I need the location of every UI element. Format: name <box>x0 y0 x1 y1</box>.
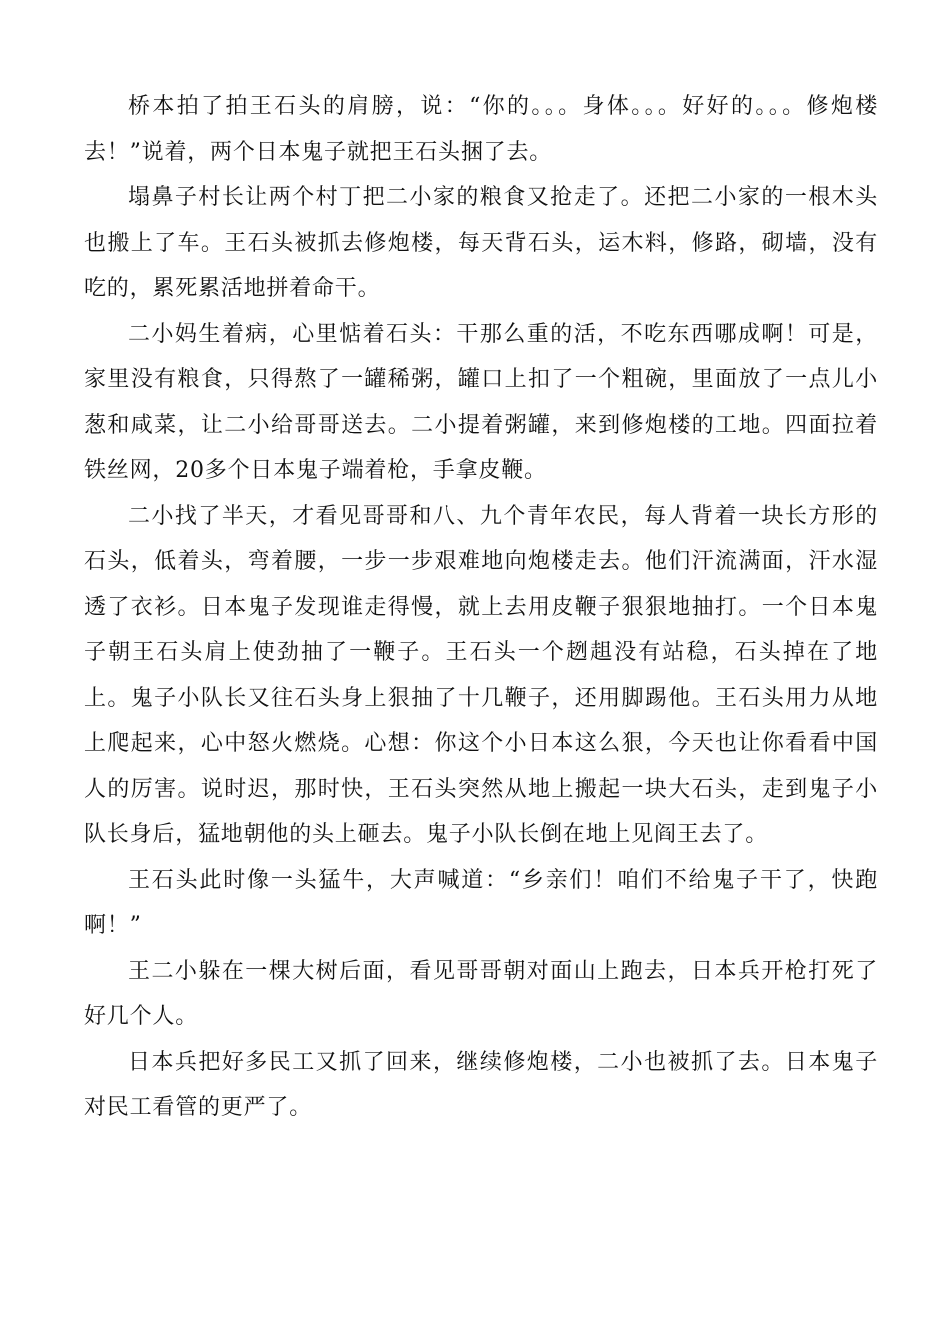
paragraph-3: 二小妈生着病，心里惦着石头：干那么重的活，不吃东西哪成啊！可是，家里没有粮食，只得熬了一罐稀粥，罐口上扣了一个粗碗，里面放了一点儿小葱和咸菜，让二小给哥哥送去。二小提着粥罐，来到修炮楼的工地。四面拉着铁丝网，20多个日本鬼子端着枪，手拿皮鞭。 <box>84 321 878 483</box>
paragraph-4: 二小找了半天，才看见哥哥和八、九个青年农民，每人背着一块长方形的石头，低着头，弯着腰，一步一步艰难地向炮楼走去。他们汗流满面，汗水湿透了衣衫。日本鬼子发现谁走得慢，就上去用皮鞭子狠狠地抽打。一个日本鬼子朝王石头肩上使劲抽了一鞭子。王石头一个趔趄没有站稳，石头掉在了地上。鬼子小队长又往石头身上狠抽了十几鞭子，还用脚踢他。王石头用力从地上爬起来，心中怒火燃烧。心想：你这个小日本这么狠，今天也让你看看中国人的厉害。说时迟，那时快，王石头突然从地上搬起一块大石头，走到鬼子小队长身后，猛地朝他的头上砸去。鬼子小队长倒在地上见阎王去了。 <box>84 503 878 847</box>
paragraph-1: 桥本拍了拍王石头的肩膀，说：“你的。。。身体。。。好好的。。。修炮楼去！”说着，两个日本鬼子就把王石头捆了去。 <box>84 94 878 165</box>
paragraph-6: 王二小躲在一棵大树后面，看见哥哥朝对面山上跑去，日本兵开枪打死了好几个人。 <box>84 958 878 1029</box>
paragraph-2: 塌鼻子村长让两个村丁把二小家的粮食又抢走了。还把二小家的一根木头也搬上了车。王石头被抓去修炮楼，每天背石头，运木料，修路，砌墙，没有吃的，累死累活地拼着命干。 <box>84 185 878 301</box>
document-page <box>84 84 878 1131</box>
paragraph-5: 王石头此时像一头猛牛，大声喊道：“乡亲们！咱们不给鬼子干了，快跑啊！” <box>84 867 878 938</box>
paragraph-7: 日本兵把好多民工又抓了回来，继续修炮楼，二小也被抓了去。日本鬼子对民工看管的更严了。 <box>84 1049 878 1120</box>
